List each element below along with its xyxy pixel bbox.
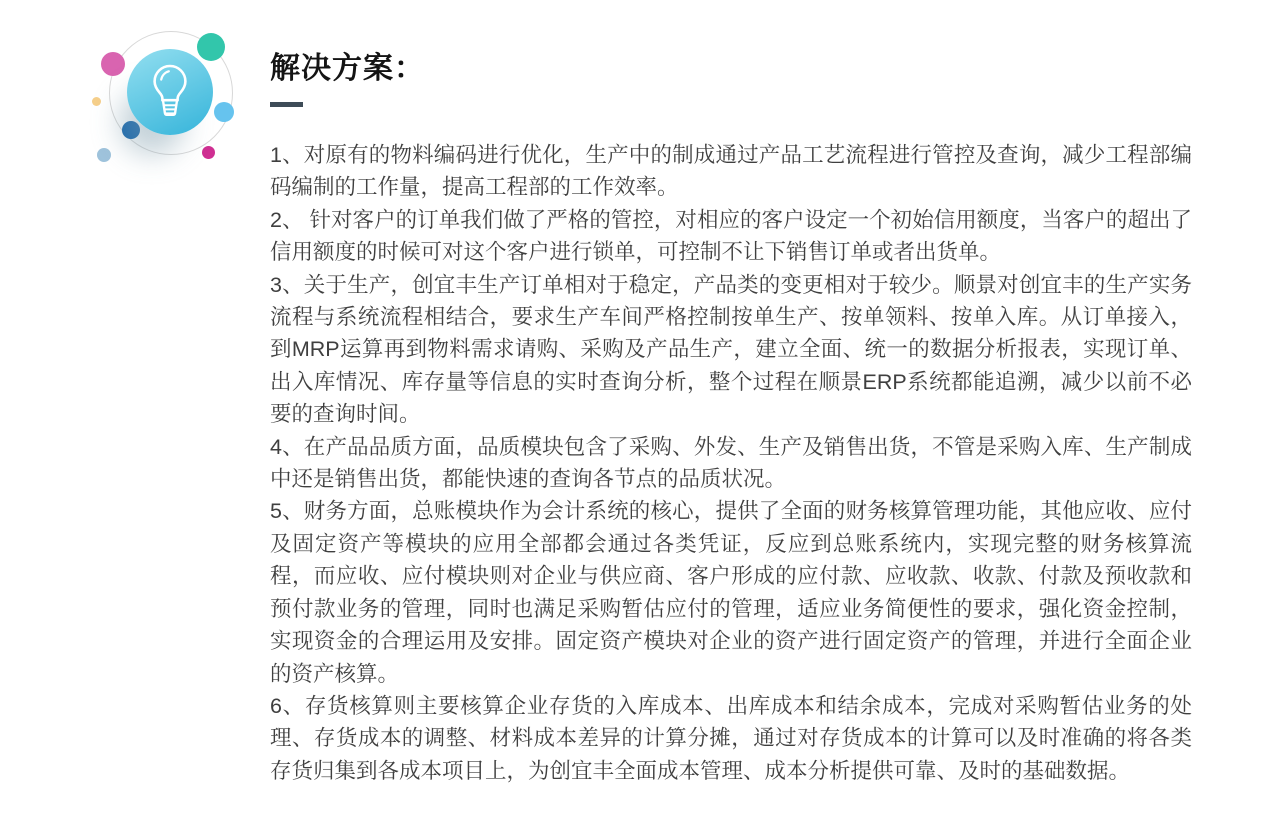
solution-paragraph-6: 6、存货核算则主要核算企业存货的入库成本、出库成本和结余成本，完成对采购暂估业务的处理、存货成本的调整、材料成本差异的计算分摊，通过对存货成本的计算可以及时准确的将各类存货归集到各成本项目上，为创宜丰全面成本管理、成本分析提供可靠、及时的基础数据。 [270,693,1192,783]
sky-blue-dot [214,102,234,122]
solution-paragraph-4: 4、在产品品质方面，品质模块包含了采购、外发、生产及销售出货，不管是采购入库、生产制成中还是销售出货，都能快速的查询各节点的品质状况。 [270,434,1192,492]
solution-paragraph-1: 1、对原有的物料编码进行优化，生产中的制成通过产品工艺流程进行管控及查询，减少工程部编码编制的工作量，提高工程部的工作效率。 [270,143,1192,200]
title-underline [270,102,303,107]
yellow-dot [92,97,101,106]
solution-paragraph-2: 2、 针对客户的订单我们做了严格的管控，对相应的客户设定一个初始信用额度，当客户的超出了信用额度的时候可对这个客户进行锁单，可控制不让下销售订单或者出货单。 [270,207,1192,265]
lightbulb-decoration [0,0,260,210]
solution-paragraph-5: 5、财务方面，总账模块作为会计系统的核心，提供了全面的财务核算管理功能，其他应收、应付及固定资产等模块的应用全部都会通过各类凭证，反应到总账系统内，实现完整的财务核算流程，而应收、应付模块则对企业与供应商、客户形成的应付款、应收款、收款、付款及预收款和预付款业务的管理，同时也满足采购暂估应付的管理，适应业务简便性的要求，强化资金控制，实现资金的合理运用及安排。固定资产模块对企业的资产进行固定资产的管理，并进行全面企业的资产核算。 [270,499,1192,686]
pink-dot [101,52,125,76]
teal-dot [197,33,225,61]
blue-dot [122,121,140,139]
lightbulb-icon [127,49,213,135]
solution-text [270,139,1192,787]
solution-paragraph-3: 3、关于生产，创宜丰生产订单相对于稳定，产品类的变更相对于较少。顺景对创宜丰的生产实务流程与系统流程相结合，要求生产车间严格控制按单生产、按单领料、按单入库。从订单接入，到MRP运算再到物料需求请购、采购及产品生产，建立全面、统一的数据分析报表，实现订单、出入库情况、库存量等信息的实时查询分析，整个过程在顺景ERP系统都能追溯，减少以前不必要的查询时间。 [270,272,1192,427]
steel-blue-dot [97,148,111,162]
magenta-dot [202,146,215,159]
page-title: 解决方案： [270,52,425,85]
